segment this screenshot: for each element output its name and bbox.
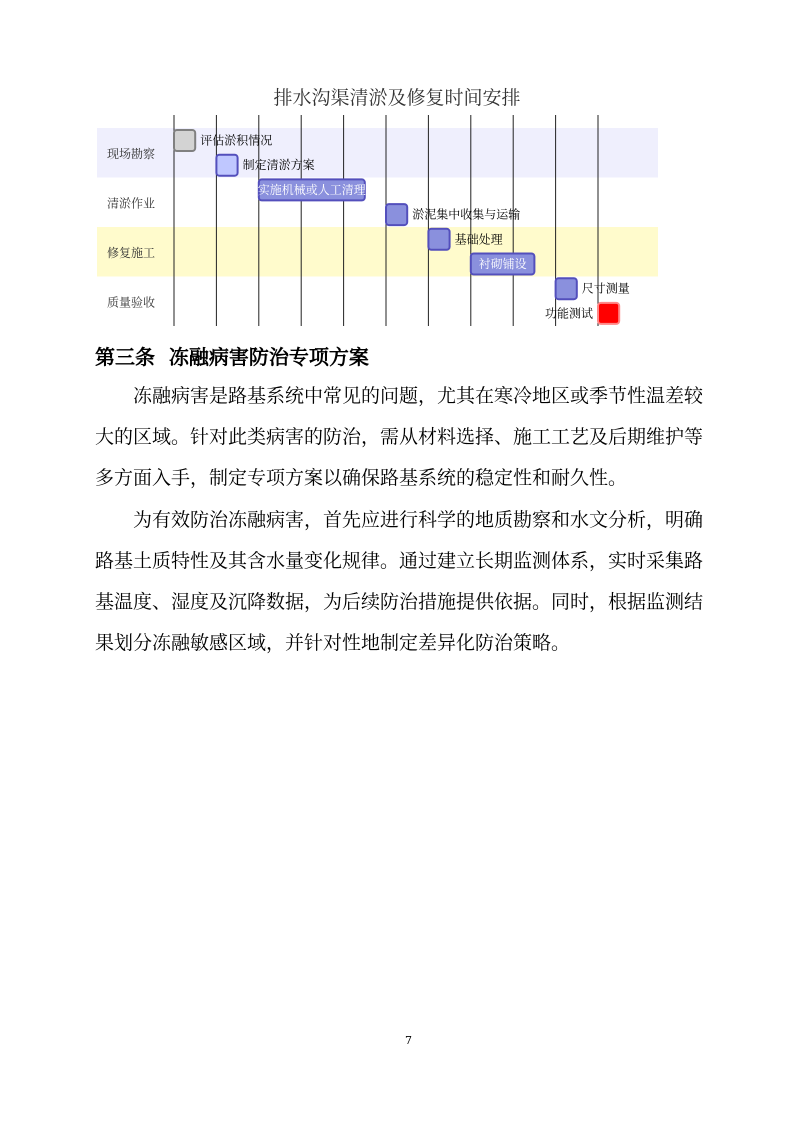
text-line: 基温度、湿度及沉降数据，为后续防治措施提供依据。同时，根据监测结	[95, 591, 704, 613]
task-label: 评估淤积情况	[200, 133, 273, 148]
section-label: 修复施工	[107, 245, 156, 260]
task-bar[interactable]	[598, 303, 619, 324]
paragraph-2	[95, 500, 704, 664]
task-label: 制定清淤方案	[242, 158, 315, 173]
task-bar[interactable]	[216, 155, 237, 176]
paragraph-1	[95, 376, 704, 499]
section-label: 清淤作业	[107, 196, 156, 211]
task-label: 基础处理	[454, 232, 503, 247]
text-line: 冻融病害是路基系统中常见的问题，尤其在寒冷地区或季节性温差较	[133, 385, 704, 407]
chart-title: 排水沟渠清淤及修复时间安排	[273, 87, 521, 109]
task-bar[interactable]	[428, 229, 449, 250]
task-label: 实施机械或人工清理	[257, 182, 366, 197]
section-label: 现场勘察	[107, 146, 156, 161]
task-bar[interactable]	[174, 130, 195, 151]
section-label: 质量验收	[107, 295, 156, 310]
section-heading: 第三条 冻融病害防治专项方案	[95, 345, 369, 369]
text-line: 大的区域。针对此类病害的防治，需从材料选择、施工工艺及后期维护等	[95, 426, 704, 448]
text-line: 多方面入手，制定专项方案以确保路基系统的稳定性和耐久性。	[95, 467, 628, 489]
text-line: 果划分冻融敏感区域，并针对性地制定差异化防治策略。	[95, 632, 571, 654]
section-band	[97, 178, 658, 228]
text-line: 为有效防治冻融病害，首先应进行科学的地质勘察和水文分析，明确	[133, 509, 704, 531]
task-label: 衬砌铺设	[478, 257, 527, 271]
task-label: 功能测试	[544, 306, 593, 321]
task-bar[interactable]	[556, 278, 577, 299]
gantt-chart	[0, 0, 793, 335]
text-line: 路基土质特性及其含水量变化规律。通过建立长期监测体系，实时采集路	[95, 550, 704, 572]
page-number: 7	[405, 1034, 412, 1047]
task-label: 淤泥集中收集与运输	[412, 207, 521, 222]
task-label: 尺寸测量	[581, 281, 630, 296]
section-band	[97, 227, 658, 277]
task-bar[interactable]	[386, 204, 407, 225]
